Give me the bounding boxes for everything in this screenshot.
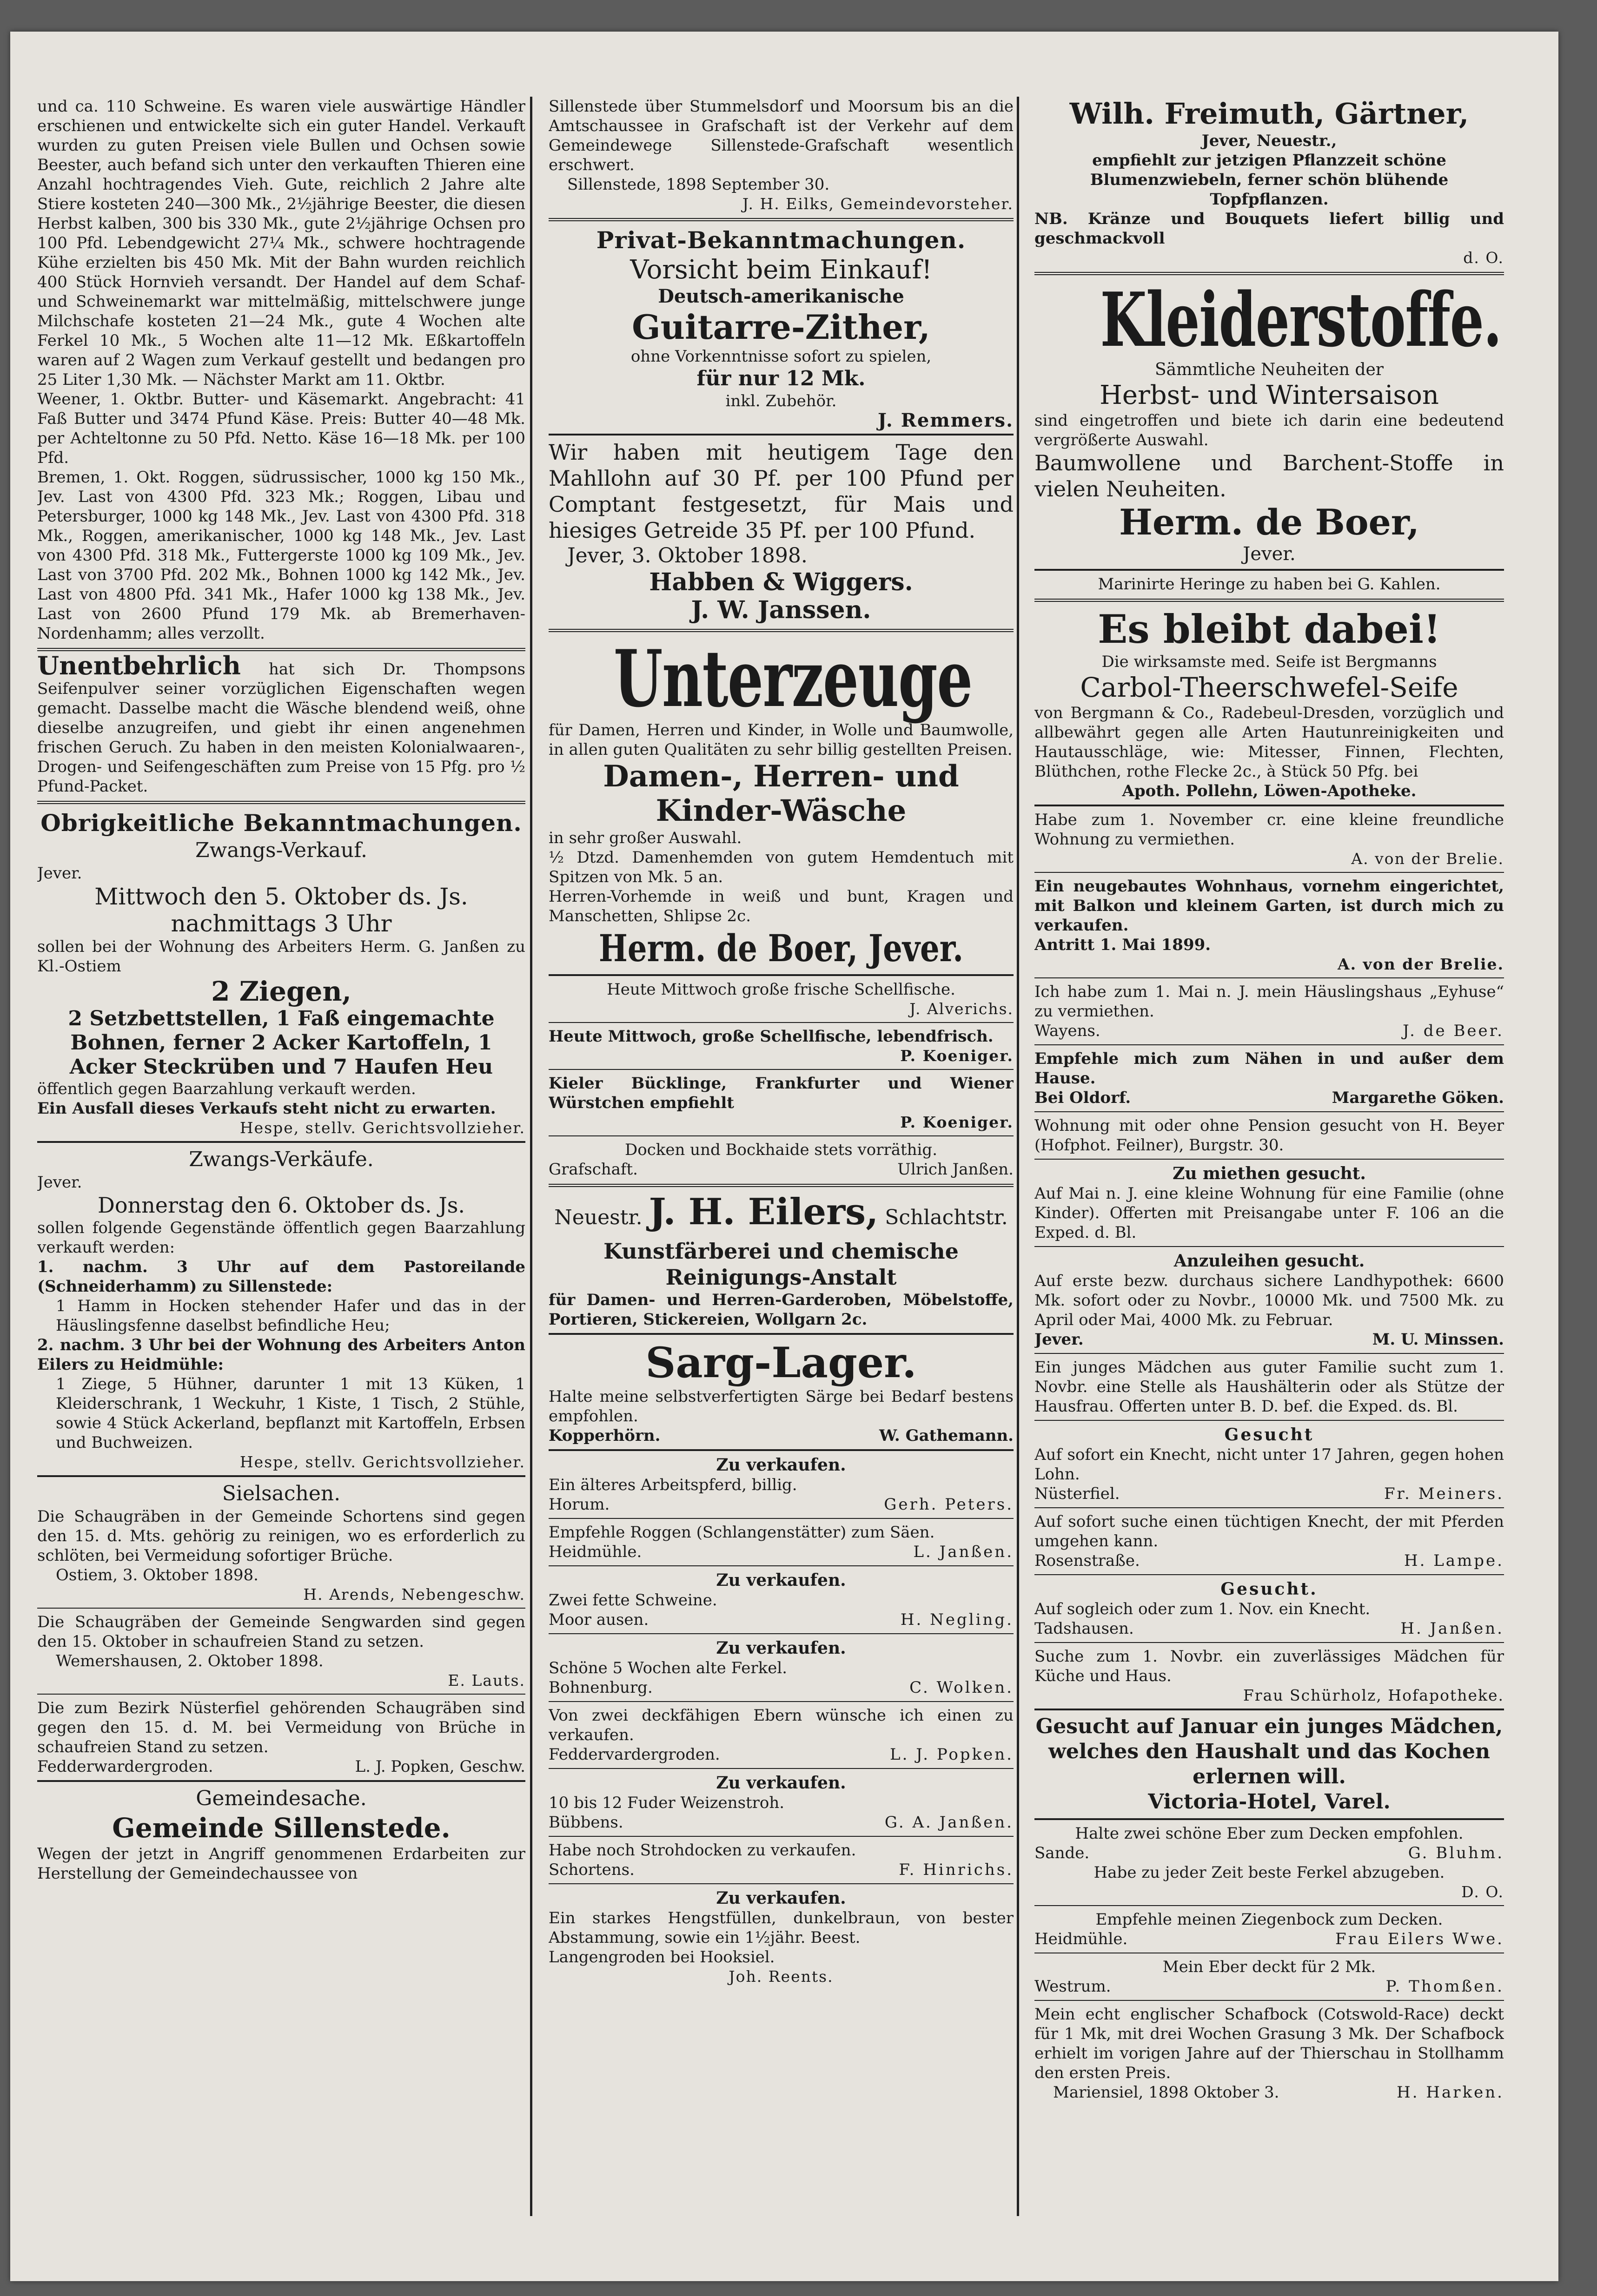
divider [549, 1565, 1014, 1566]
ad-text: Wohnung mit oder ohne Pension gesucht von H. Beyer (Hofphot. Feilner), Burgstr. 30. [1034, 1116, 1504, 1155]
ad-text: Schlachtstr. [885, 1206, 1008, 1229]
weener-report: Weener, 1. Oktbr. Butter- und Käsemarkt. Angebracht: 41 Faß Butter und 3474 Pfund Käse. Preis: Butter 40—48 Mk. per Achteltonne zu 50 Pfd. Netto. Käse 16—18 Mk. per 100 Pfd. [37, 390, 525, 467]
signature: M. U. Minssen. [1372, 1330, 1504, 1349]
notice-text: 1 Hamm in Hocken stehender Hafer und das in der Häuslingsfenne daselbst befindliche Heu; [56, 1297, 525, 1335]
divider [549, 434, 1014, 435]
ad-text: Ich habe zum 1. Mai n. J. mein Häuslingshaus „Eyhuse“ zu vermiethen. [1034, 983, 1504, 1021]
ad-title: J. H. Eilers, [649, 1191, 879, 1233]
ad-title: Es bleibt dabei! [1098, 606, 1441, 652]
signature: Victoria-Hotel, Varel. [1148, 1790, 1391, 1814]
ad-text: Marinirte Heringe zu haben bei G. Kahlen. [1098, 575, 1441, 594]
signature: H. Harken. [1397, 2083, 1504, 2102]
notice-heading: Gemeindesache. [196, 1787, 367, 1810]
ad-text: Zwei fette Schweine. [549, 1591, 717, 1610]
ad-text: Empfehle meinen Ziegenbock zum Decken. [1095, 1910, 1443, 1929]
unentbehrlich-heading: Unentbehrlich [37, 651, 241, 680]
place: Moor ausen. [549, 1610, 649, 1629]
place: Bei Oldorf. [1034, 1089, 1131, 1107]
signature: P. Koeniger. [900, 1047, 1014, 1065]
divider [37, 1780, 525, 1782]
ad-title: Wilh. Freimuth, Gärtner, [1069, 97, 1469, 131]
signature: F. Hinrichs. [899, 1861, 1014, 1879]
divider [549, 1633, 1014, 1634]
date: Ostiem, 3. Oktober 1898. [56, 1566, 258, 1584]
ad-text: empfiehlt zur jetzigen Pflanzzeit schöne Blumenzwiebeln, ferner schön blühende Topfpflanzen. [1090, 151, 1449, 209]
ad-text: Wir haben mit heutigem Tage den Mahllohn auf 30 Pf. per 100 Pfund per Comptant festgesetzt, für Mais und hiesiges Getreide 35 Pf. per 100 Pfund. [549, 440, 1014, 543]
ad-text: Heute Mittwoch große frische Schellfische. [607, 980, 955, 999]
signature: Joh. Reents. [729, 1967, 834, 1986]
signature: Hespe, stellv. Gerichtsvollzieher. [239, 1119, 525, 1137]
divider [549, 1768, 1014, 1769]
column-rule [530, 97, 532, 2216]
ad-text: Jever, Neuestr., [1201, 132, 1337, 150]
signature: J. Remmers. [878, 409, 1014, 431]
divider [1034, 872, 1504, 873]
ad-heading: Gesucht [1224, 1425, 1314, 1445]
divider [1034, 1159, 1504, 1160]
place: Jever. [1243, 543, 1296, 565]
notice-text: öffentlich gegen Baarzahlung verkauft werden. [37, 1080, 416, 1098]
ad-text: Auf sofort ein Knecht, nicht unter 17 Jahren, gegen hohen Lohn. [1034, 1445, 1504, 1484]
divider [1034, 1574, 1504, 1575]
divider [37, 1475, 525, 1477]
divider [1034, 1709, 1504, 1710]
signature: Habben & Wiggers. [649, 568, 913, 596]
signature: Gerh. Peters. [884, 1495, 1014, 1514]
date: Mariensiel, 1898 Oktober 3. [1053, 2083, 1279, 2102]
ad-text: Auf sogleich oder zum 1. Nov. ein Knecht. [1034, 1600, 1371, 1618]
notice-item: 2 Ziegen, [211, 976, 351, 1007]
ad-text: Neuestr. [554, 1206, 643, 1229]
signature: Fr. Meiners. [1384, 1484, 1504, 1503]
divider [1034, 272, 1504, 275]
divider [1034, 1905, 1504, 1906]
notice-date: Donnerstag den 6. Oktober ds. Js. [97, 1193, 465, 1218]
ad-heading: Carbol-Theerschwefel-Seife [1080, 672, 1458, 703]
divider [549, 974, 1014, 976]
divider [37, 801, 525, 804]
ad-text: Auf erste bezw. durchaus sichere Landhypothek: 6600 Mk. sofort oder zu Novbr., 10000 Mk. und 7500 Mk. zu April oder Mai, 4000 Mk. zu Februar. [1034, 1272, 1504, 1329]
divider [549, 1069, 1014, 1070]
ad-title: Damen-, Herren- und Kinder-Wäsche [603, 759, 959, 828]
notice-heading: Zwangs-Verkäufe. [189, 1148, 374, 1171]
notice-text: sollen folgende Gegenstände öffentlich gegen Baarzahlung verkauft werden: [37, 1219, 525, 1257]
divider [1034, 1353, 1504, 1354]
ad-text: Deutsch-amerikanische [658, 285, 904, 307]
divider [1034, 1044, 1504, 1045]
ad-text: ½ Dtzd. Damenhemden von gutem Hemdentuch mit Spitzen von Mk. 5 an. [549, 848, 1014, 886]
ad-heading: Zu verkaufen. [716, 1455, 846, 1475]
signature: J. H. Eilks, Gemeindevorsteher. [742, 195, 1014, 213]
notice-heading: Zwangs-Verkauf. [195, 838, 367, 862]
place: Nüsterfiel. [1034, 1484, 1120, 1503]
ad-heading: Herbst- und Wintersaison [1100, 380, 1439, 410]
notice-text: 1 Ziege, 5 Hühner, darunter 1 mit 13 Küken, 1 Kleiderschrank, 1 Weckuhr, 1 Kiste, 1 Tisch, 2 Stühle, sowie 4 Stück Ackerland, bepflanzt mit Kartoffeln, Erbsen und Buchweizen. [56, 1375, 525, 1452]
unentbehrlich-text: hat sich Dr. Thompsons Seifenpulver seiner vorzüglichen Eigenschaften wegen gemacht. Dasselbe macht die Wäsche blendend weiß, ohne dieselbe anzugreifen, und giebt ihr einen angenehmen frischen Geruch. Zu haben in den meisten Kolonialwaaren-, Drogen- und Seifengeschäften zum Preise von 15 Pfg. pro ½ Pfund-Packet. [37, 660, 525, 796]
ad-text: NB. Kränze und Bouquets liefert billig und geschmackvoll [1034, 210, 1504, 248]
ad-text: Ein starkes Hengstfüllen, dunkelbraun, von bester Abstammung, sowie ein 1½jähr. Beest. [549, 1909, 1014, 1947]
place: Heidmühle. [1034, 1930, 1128, 1948]
newspaper-page [10, 32, 1558, 2281]
divider [549, 1135, 1014, 1136]
ad-text: ohne Vorkenntnisse sofort zu spielen, [630, 347, 932, 366]
signature: L. J. Popken. [890, 1745, 1014, 1764]
ad-text: Schöne 5 Wochen alte Ferkel. [549, 1659, 788, 1677]
ad-text: Habe noch Strohdocken zu verkaufen. [549, 1841, 856, 1860]
ad-heading: Vorsicht beim Einkauf! [630, 255, 932, 285]
ad-text: Kunstfärberei und chemische [603, 1239, 959, 1264]
ad-text: Mein Eber deckt für 2 Mk. [1162, 1958, 1376, 1976]
signature: P. Thomßen. [1385, 1977, 1504, 1996]
signature: D. O. [1461, 1883, 1504, 1901]
divider [1034, 1420, 1504, 1421]
ad-signature: Herm. de Boer, Jever. [598, 926, 964, 970]
ad-heading: Zu miethen gesucht. [1173, 1164, 1366, 1183]
place: Jever. [37, 1173, 82, 1192]
divider [549, 1184, 1014, 1187]
place: Langengroden bei Hooksiel. [549, 1948, 775, 1966]
signature: E. Lauts. [448, 1671, 525, 1689]
signature: G. A. Janßen. [884, 1813, 1014, 1832]
divider [1034, 1246, 1504, 1247]
place: Rosenstraße. [1034, 1551, 1140, 1570]
notice-items: 2 Setzbettstellen, 1 Faß eingemachte Bohnen, ferner 2 Acker Kartoffeln, 1 Acker Steckrüben und 7 Haufen Heu [68, 1007, 495, 1079]
signature: A. von der Brelie. [1351, 850, 1504, 868]
bremen-report: Bremen, 1. Okt. Roggen, südrussischer, 1000 kg 150 Mk., Jev. Last von 4300 Pfd. 323 Mk.; Roggen, Libau und Petersburger, 1000 kg 148 Mk., Jev. Last von 4300 Pfd. 318 Mk., Roggen, amerikanischer, 1000 kg 148 Mk., Jev. Last von 4300 Pfd. 318 Mk., Futtergerste 1000 kg 109 Mk., Jev. Last von 3700 Pfd. 202 Mk., Bohnen 1000 kg 142 Mk., Jev. Last von 4800 Pfd. 341 Mk., Hafer 1000 kg 138 Mk., Jev. Last von 2600 Pfund 179 Mk. ab Bremerhaven-Nordenhamm; alles verzollt. [37, 468, 525, 643]
ad-price: für nur 12 Mk. [696, 367, 866, 390]
place: Bohnenburg. [549, 1678, 653, 1697]
ad-text: Suche zum 1. Novbr. ein zuverlässiges Mädchen für Küche und Haus. [1034, 1647, 1504, 1685]
ad-heading: Zu verkaufen. [716, 1638, 846, 1658]
divider [37, 1608, 525, 1609]
ad-title: Sarg-Lager. [645, 1338, 917, 1387]
ad-text: Heute Mittwoch, große Schellfische, lebendfrisch. [549, 1027, 994, 1046]
column-rule [1017, 97, 1019, 2216]
place: Westrum. [1034, 1977, 1111, 1996]
date: Jever, 3. Oktober 1898. [567, 544, 808, 567]
notice-text: Wegen der jetzt in Angriff genommenen Erdarbeiten zur Herstellung der Gemeindechaussee von [37, 1845, 525, 1883]
ad-heading: Zu verkaufen. [716, 1570, 846, 1590]
date: Wemershausen, 2. Oktober 1898. [56, 1652, 324, 1670]
divider [549, 1022, 1014, 1023]
divider [549, 1333, 1014, 1335]
divider [549, 1518, 1014, 1519]
notice-text: Sillenstede über Stummelsdorf und Moorsum bis an die Amtschaussee in Grafschaft ist der Verkehr auf dem Gemeindewege Sillenstede-Grafschaft wesentlich erschwert. [549, 97, 1014, 174]
ad-text: Reinigungs-Anstalt [665, 1265, 897, 1290]
signature: J. W. Janssen. [691, 596, 871, 624]
section-heading: Privat-Bekanntmachungen. [596, 226, 966, 254]
signature: Margarethe Göken. [1332, 1089, 1504, 1107]
signature: H. Janßen. [1400, 1619, 1504, 1638]
ad-signature: Herm. de Boer, [1119, 501, 1419, 543]
ad-text: Halte meine selbstverfertigten Särge bei Bedarf bestens empfohlen. [549, 1387, 1014, 1425]
divider [1034, 977, 1504, 978]
signature: Ulrich Janßen. [897, 1160, 1014, 1179]
ad-text: Ein älteres Arbeitspferd, billig. [549, 1476, 797, 1494]
notice-date: Mittwoch den 5. Oktober ds. Js. nachmittags 3 Uhr [94, 883, 468, 937]
ad-heading: Anzuleihen gesucht. [1173, 1251, 1365, 1271]
ad-text: Antritt 1. Mai 1899. [1034, 936, 1211, 954]
ad-text: Baumwollene und Barchent-Stoffe in vielen Neuheiten. [1034, 450, 1504, 501]
notice-title: Gemeinde Sillenstede. [112, 1812, 451, 1844]
notice-text: Die Schaugräben der Gemeinde Sengwarden sind gegen den 15. Oktober in schaufreien Stand zu setzen. [37, 1613, 525, 1651]
date: Sillenstede, 1898 September 30. [567, 175, 830, 194]
divider [1034, 2000, 1504, 2001]
notice-text: Ein Ausfall dieses Verkaufs steht nicht zu erwarten. [37, 1099, 496, 1118]
signature: A. von der Brelie. [1337, 955, 1504, 973]
notice-text: Die zum Bezirk Nüsterfiel gehörenden Schaugräben sind gegen den 15. d. M. bei Vermeidung von Brüche in schaufreien Stand zu setzen. [37, 1699, 525, 1756]
signature: H. Arends, Nebengeschw. [303, 1585, 525, 1603]
ad-text: Empfehle mich zum Nähen in und außer dem Hause. [1034, 1049, 1504, 1088]
place: Feddervardergroden. [549, 1745, 720, 1764]
column-3 [1034, 97, 1504, 2235]
signature: J. de Beer. [1403, 1022, 1504, 1040]
ad-text: 10 bis 12 Fuder Weizenstroh. [549, 1794, 785, 1812]
divider [1034, 1642, 1504, 1643]
signature: W. Gathemann. [879, 1426, 1014, 1445]
signature: P. Koeniger. [900, 1113, 1014, 1131]
divider [549, 1701, 1014, 1702]
place: Schortens. [549, 1861, 635, 1879]
notice-text: sollen bei der Wohnung des Arbeiters Herm. G. Janßen zu Kl.-Ostiem [37, 937, 525, 976]
place: Wayens. [1034, 1022, 1100, 1040]
market-report: und ca. 110 Schweine. Es waren viele auswärtige Händler erschienen und entwickelte sich ein guter Handel. Verkauft wurden zu guten Preisen viele Bullen und Ochsen sowie Beester, auch befand sich unter den verkauften Thieren eine Anzahl hochtragendes Vieh. Gute, reichlich 2 Jahre alte Stiere kosteten 240—300 Mk., 2½jährige Beester, die diesen Herbst kalben, 300 bis 330 Mk., gute 2½jährige Ochsen pro 100 Pfd. Lebendgewicht 27¼ Mk., schwere hochtragende Kühe erzielten bis 450 Mk. Mit der Bahn wurden reichlich 400 Stück Hornvieh versandt. Der Handel auf dem Schaf- und Schweinemarkt war mittelmäßig, mittelschwere junge Milchschafe kosteten 21—24 Mk., gute 4 Wochen alte Ferkel 10 Mk., 5 Wochen alte 11—12 Mk. Eßkartoffeln waren auf 2 Wagen zum Verkauf gestellt und bedangen pro 25 Liter 1,30 Mk. — Nächster Markt am 11. Oktbr. [37, 97, 525, 389]
ad-text: Auf sofort suche einen tüchtigen Knecht, der mit Pferden umgehen kann. [1034, 1512, 1504, 1550]
notice-text: 2. nachm. 3 Uhr bei der Wohnung des Arbeiters Anton Eilers zu Heidmühle: [37, 1336, 525, 1374]
place: Fedderwardergroden. [37, 1757, 213, 1776]
place: Horum. [549, 1495, 610, 1514]
ad-text: Von zwei deckfähigen Ebern wünsche ich einen zu verkaufen. [549, 1706, 1014, 1744]
ad-text: Apoth. Pollehn, Löwen-Apotheke. [1122, 782, 1417, 800]
divider [1034, 1507, 1504, 1508]
ad-text: Docken und Bockhaide stets vorräthig. [624, 1141, 937, 1159]
notice-text: Die Schaugräben in der Gemeinde Schortens sind gegen den 15. d. Mts. gehörig zu reinigen, wo es erforderlich zu schlöten, bei Vermeidung sofortiger Brüche. [37, 1507, 525, 1565]
ad-text: Die wirksamste med. Seife ist Bergmanns [1101, 653, 1437, 671]
ad-text: von Bergmann & Co., Radebeul-Dresden, vorzüglich und allbewährt gegen alle Arten Hautunreinigkeiten und Hautausschläge, wie: Mitesser, Finnen, Flechten, Blüthchen, rothe Flecke 2c., à Stück 50 Pfg. bei [1034, 704, 1504, 781]
ad-text: für Damen, Herren und Kinder, in Wolle und Baumwolle, in allen guten Qualitäten zu sehr billig gestellten Preisen. [549, 721, 1014, 759]
ad-text: Kieler Bücklinge, Frankfurter und Wiener Würstchen empfiehlt [549, 1074, 1014, 1112]
place: Kopperhörn. [549, 1426, 661, 1445]
ad-title: Guitarre-Zither, [632, 307, 930, 347]
ad-text: in sehr großer Auswahl. [549, 829, 742, 847]
ad-text: Herren-Vorhemde in weiß und bunt, Kragen und Manschetten, Shlipse 2c. [549, 887, 1014, 925]
signature: L. J. Popken, Geschw. [355, 1757, 525, 1776]
notice-text: 1. nachm. 3 Uhr auf dem Pastoreilande (Schneiderhamm) zu Sillenstede: [37, 1258, 525, 1296]
place: Heidmühle. [549, 1543, 642, 1561]
signature: Frau Schürholz, Hofapotheke. [1243, 1686, 1504, 1704]
ad-text: für Damen- und Herren-Garderoben, Möbelstoffe, Portieren, Stickereien, Wollgarn 2c. [549, 1291, 1014, 1329]
ad-text: Ein junges Mädchen aus guter Familie sucht zum 1. Novbr. eine Stelle als Haushälterin oder als Stütze der Hausfrau. Offerten unter B. D. bef. die Exped. ds. Bl. [1034, 1358, 1504, 1416]
divider [1034, 1111, 1504, 1112]
signature: Hespe, stellv. Gerichtsvollzieher. [239, 1453, 525, 1471]
place: Sande. [1034, 1844, 1090, 1862]
ad-text: Ein neugebautes Wohnhaus, vornehm eingerichtet, mit Balkon und kleinem Garten, ist durch mich zu verkaufen. [1034, 877, 1504, 935]
ad-heading: Zu verkaufen. [716, 1773, 846, 1793]
signature: d. O. [1463, 249, 1504, 267]
ad-heading: Zu verkaufen. [716, 1888, 846, 1908]
column-1 [37, 97, 525, 2235]
divider [37, 1141, 525, 1143]
ad-heading: Gesucht. [1220, 1579, 1318, 1599]
section-heading: Obrigkeitliche Bekanntmachungen. [40, 809, 522, 837]
ad-text: Halte zwei schöne Eber zum Decken empfohlen. [1075, 1824, 1464, 1843]
divider [549, 1883, 1014, 1884]
place: Jever. [37, 864, 82, 883]
place: Tadshausen. [1034, 1619, 1134, 1638]
ad-text: Habe zu jeder Zeit beste Ferkel abzugeben. [1093, 1863, 1445, 1882]
ad-text: Empfehle Roggen (Schlangenstätter) zum Säen. [549, 1523, 935, 1542]
ad-text: Sämmtliche Neuheiten der [1155, 360, 1384, 379]
divider [549, 1836, 1014, 1837]
ad-title: Kleiderstoffe. [1100, 276, 1502, 363]
place: Grafschaft. [549, 1160, 638, 1179]
ad-text: Mein echt englischer Schafbock (Cotswold-Race) deckt für 1 Mk, mit drei Wochen Grasung 3 Mk. Der Schafbock erhielt im vorigen Jahre auf der Thierschau in Stollhamm den ersten Preis. [1034, 2005, 1504, 2082]
divider [37, 1694, 525, 1695]
divider [1034, 569, 1504, 571]
signature: Frau Eilers Wwe. [1335, 1930, 1504, 1948]
divider [1034, 805, 1504, 806]
divider [1034, 599, 1504, 602]
ad-title: Unterzeuge [614, 633, 972, 725]
place: Jever. [1034, 1330, 1084, 1349]
ad-text: Habe zum 1. November cr. eine kleine freundliche Wohnung zu vermiethen. [1034, 811, 1504, 849]
ad-text: sind eingetroffen und biete ich darin eine bedeutend vergrößerte Auswahl. [1034, 411, 1504, 449]
signature: G. Bluhm. [1408, 1844, 1504, 1862]
place: Bübbens. [549, 1813, 623, 1832]
signature: L. Janßen. [913, 1543, 1014, 1561]
signature: J. Alverichs. [909, 1000, 1014, 1018]
divider [1034, 1818, 1504, 1820]
ad-text: Gesucht auf Januar ein junges Mädchen, welches den Haushalt und das Kochen erlernen will. [1035, 1715, 1503, 1788]
divider [549, 629, 1014, 632]
notice-heading: Sielsachen. [222, 1482, 341, 1505]
ad-text: inkl. Zubehör. [725, 392, 837, 410]
divider [549, 218, 1014, 221]
signature: H. Lampe. [1404, 1551, 1504, 1570]
signature: C. Wolken. [909, 1678, 1014, 1697]
divider [549, 1449, 1014, 1451]
signature: H. Negling. [900, 1610, 1014, 1629]
ad-text: Auf Mai n. J. eine kleine Wohnung für eine Familie (ohne Kinder). Offerten mit Preisangabe unter F. 106 an die Exped. d. Bl. [1034, 1184, 1504, 1242]
column-2 [549, 97, 1014, 2235]
